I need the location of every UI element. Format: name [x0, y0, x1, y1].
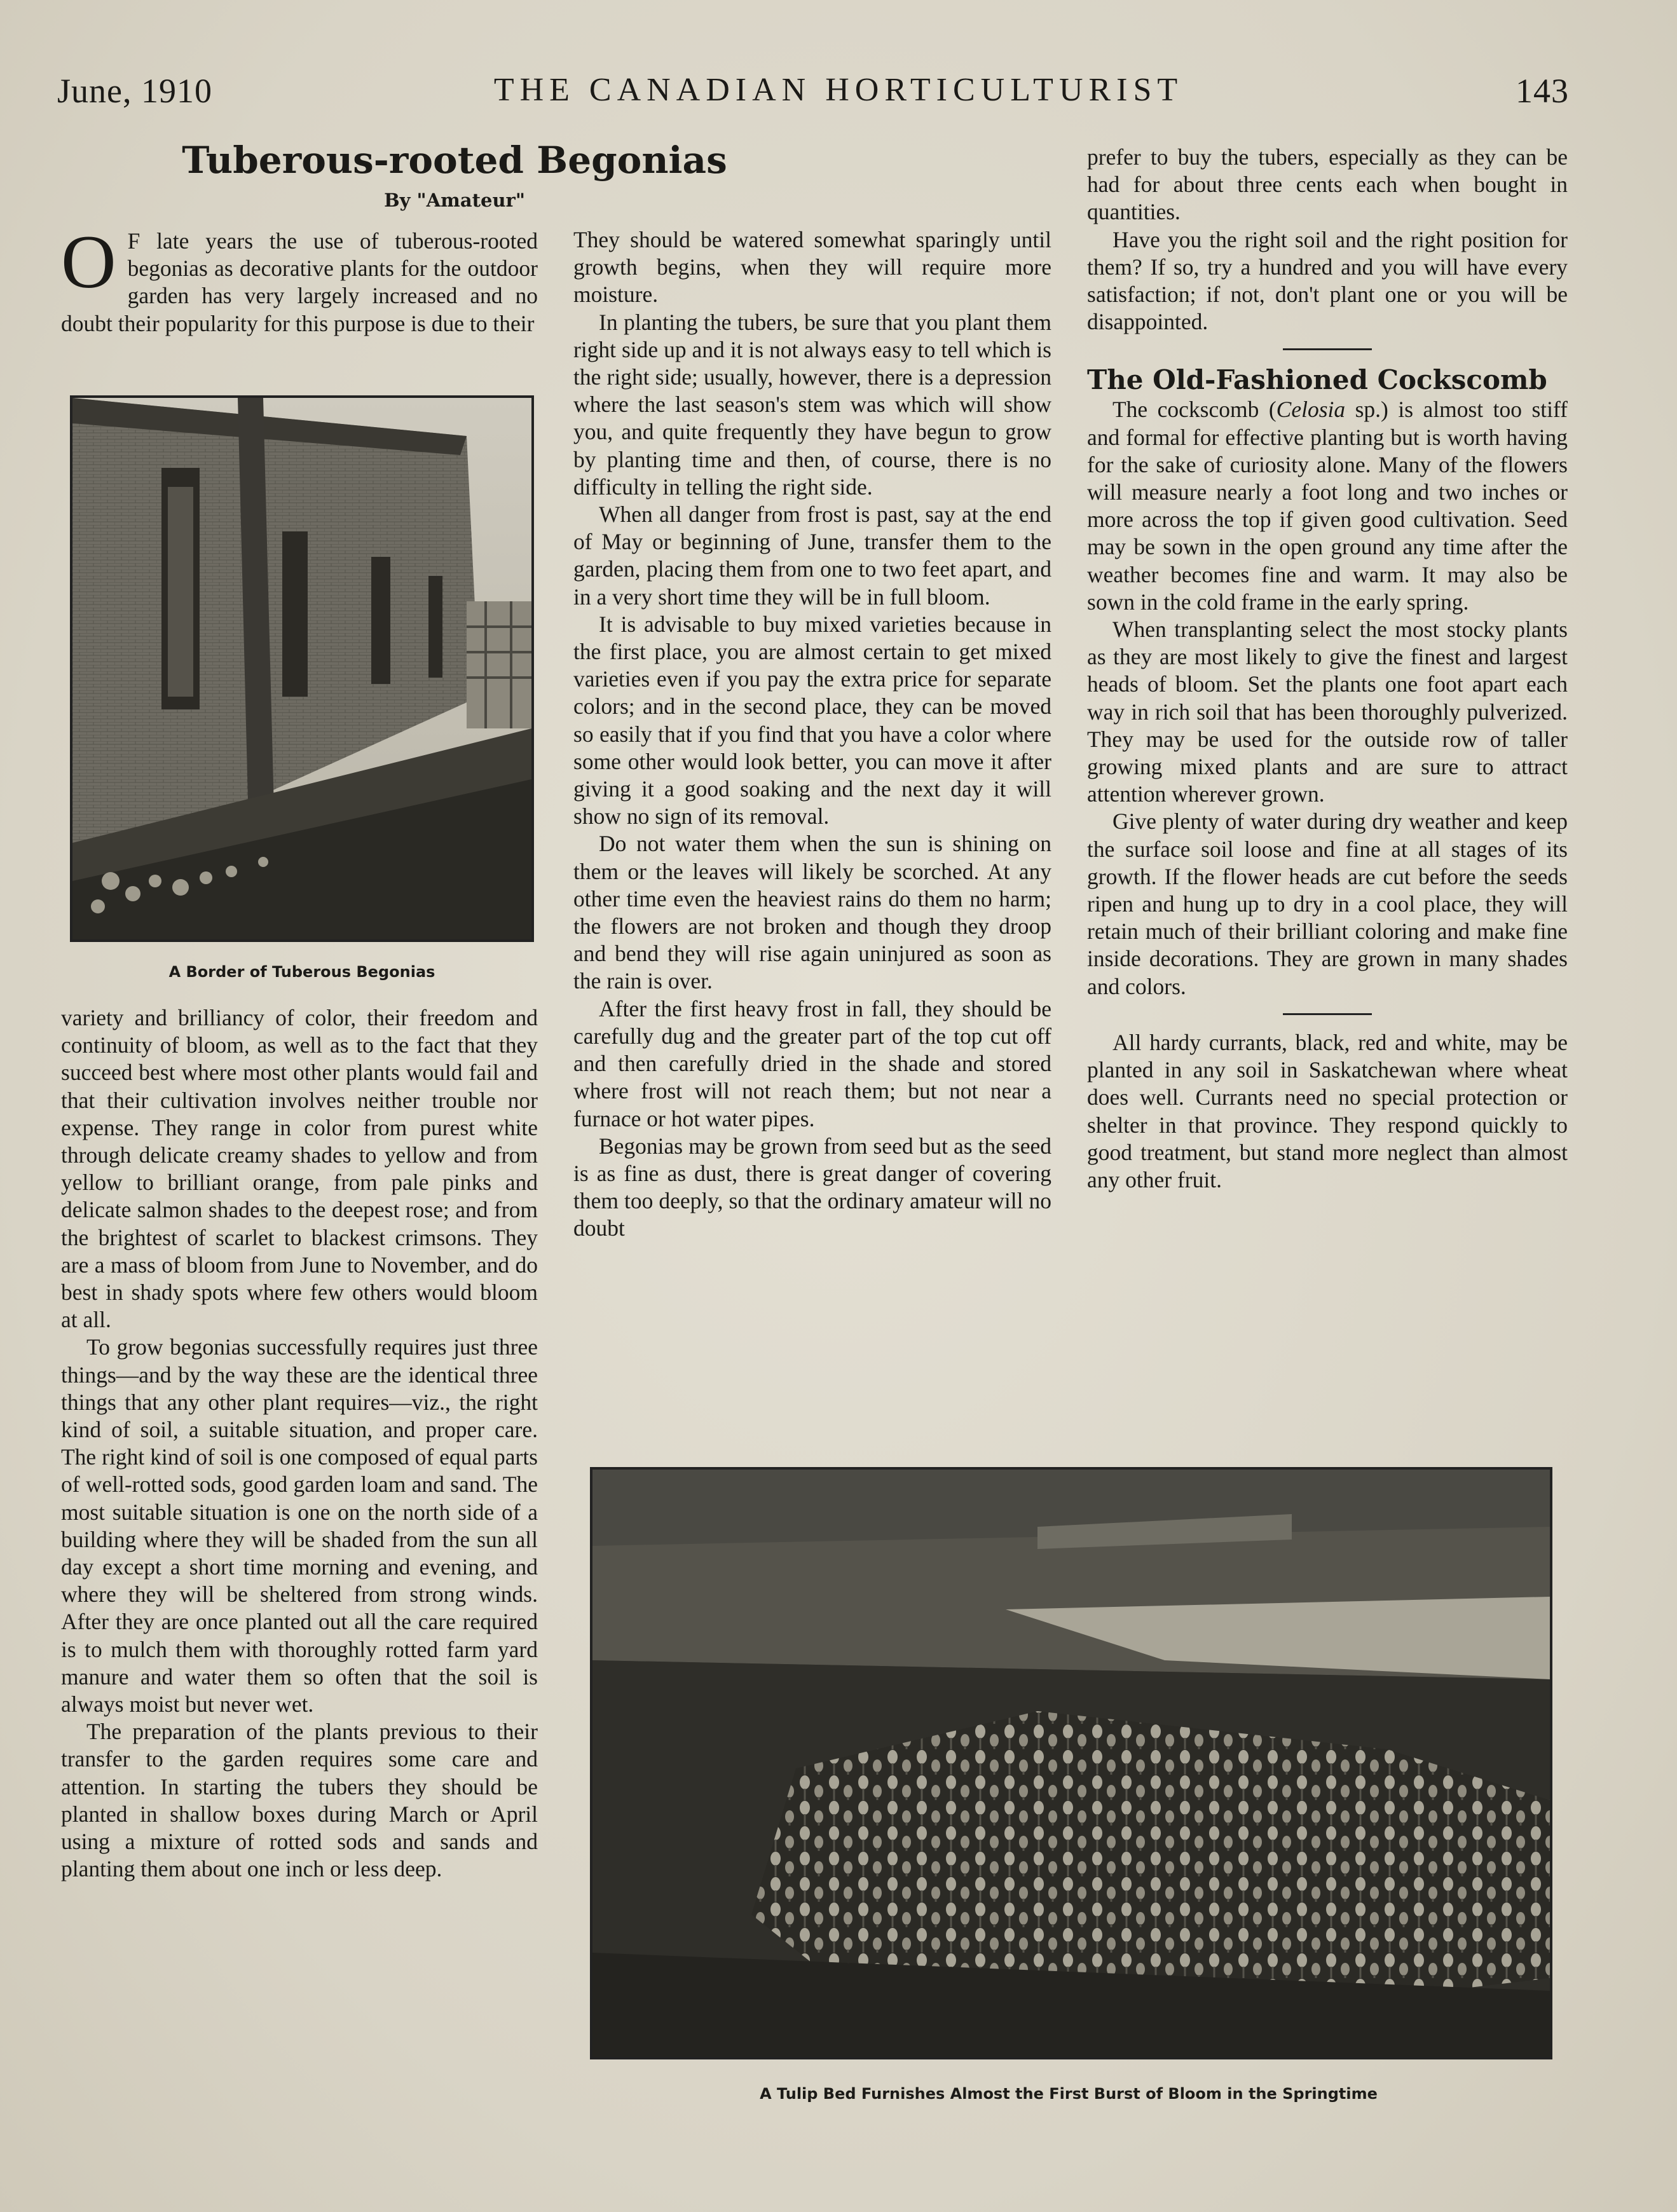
begonia-photo-image: [72, 398, 531, 939]
tulip-photo-caption: A Tulip Bed Furnishes Almost the First Burst of Bloom in the Springtime: [760, 2085, 1378, 2103]
article-byline: By "Amateur": [384, 189, 525, 211]
cockscomb-heading: The Old-Fashioned Cockscomb: [1087, 364, 1547, 396]
col1-paragraph-3: The preparation of the plants previous to their transfer to the garden requires some care and attention. In starting the tubers they should be planted in shallow boxes during March or April using a mixture of rotted sods and sands and planting them about one inch or less deep.: [61, 1719, 538, 1882]
section-divider: [1283, 348, 1372, 350]
col1-paragraph-1: variety and brilliancy of color, their freedom and continuity of bloom, as well as to the fact that they succeed best where most other plants would fail and that their cultivation involves neither trouble nor expense. They range in color from purest white through delicate creamy shades to yellow and from yellow to brilliant orange, from pale pinks and delicate salmon shades to the deepest rose; and from the brightest of scarlet to blackest crimsons. They are a mass of bloom from June to November, and do best in shady spots where few others would bloom at all.: [61, 1005, 538, 1333]
page-number: 143: [1516, 72, 1569, 110]
celosia-italic: Celosia: [1276, 397, 1346, 423]
intro-text: F late years the use of tuberous-rooted begonias as decorative plants for the outdoor garden has very largely increased and no doubt their popularity for this purpose is due to their: [61, 228, 538, 336]
section-divider-2: [1283, 1013, 1372, 1015]
col3-paragraph-1: prefer to buy the tubers, especially as they can be had for about three cents each when bought in quantities.: [1087, 144, 1568, 225]
col3-paragraph-2: Have you the right soil and the right position for them? If so, try a hundred and you will have every satisfaction; if not, don't plant one or you will be disappointed.: [1087, 226, 1568, 335]
col2-paragraph-2: In planting the tubers, be sure that you plant them right side up and it is not always easy to tell which is the right side; usually, however, there is a depression where the last season's stem was which will show you, and quite frequently they have begun to grow by planting time and then, of course, there is no difficulty in telling the right side.: [573, 309, 1051, 500]
drop-cap: O: [61, 219, 116, 304]
tulip-bed-photo: [590, 1467, 1552, 2059]
cockscomb-text-b: sp.) is almost too stiff and formal for effective planting but is worth having for the sake of curiosity alone. Many of the flowers will measure nearly a foot long and two inches or more across the top if given good cultivation. Seed may be sown in the open ground any time after the weather becomes fine and warm. It may also be sown in the cold frame in the early spring.: [1087, 397, 1568, 615]
column-3: [1087, 144, 1568, 1194]
magazine-title: THE CANADIAN HORTICULTURIST: [493, 72, 1184, 108]
col2-paragraph-7: Begonias may be grown from seed but as the seed is as fine as dust, there is great danger of covering them too deeply, so that the ordinary amateur will no doubt: [573, 1133, 1051, 1241]
currants-paragraph: All hardy currants, black, red and white, may be planted in any soil in Saskatchewan where wheat does well. Currants need no special protection or shelter in that province. They respond quickly to good treatment, but stand more neglect than almost any other fruit.: [1087, 1029, 1568, 1192]
cockscomb-text-a: The cockscomb (: [1112, 397, 1277, 423]
column-1-intro: [61, 219, 538, 338]
begonia-photo-caption: A Border of Tuberous Begonias: [168, 963, 435, 981]
cockscomb-paragraph-3: Give plenty of water during dry weather and keep the surface soil loose and fine at all stages of its growth. If the flower heads are cut before the seeds ripen and hung up to dry in a cool place, they will retain much of their brilliant coloring and make fine inside decorations. They are grown in many shades and colors.: [1087, 809, 1568, 999]
col2-paragraph-5: Do not water them when the sun is shining on them or the leaves will likely be scorched. At any other time even the heaviest rains do them no harm; the flowers are not broken and though they droop and bend they will rise again uninjured as soon as the rain is over.: [573, 831, 1051, 994]
begonia-border-photo: [70, 395, 534, 942]
col1-paragraph-2: To grow begonias successfully requires just three things—and by the way these are the identical three things that any other plant requires—viz., the right kind of soil, a suitable situation, and proper care. The right kind of soil is one composed of equal parts of well-rotted sods, good garden loam and sand. The most suitable situation is one on the north side of a building where they will be shaded from the sun all day except a short time morning and evening, and where they will be sheltered from strong winds. After they are once planted out all the care required is to mulch them with thoroughly rotted farm yard manure and water them so often that the soil is always moist but never wet.: [61, 1334, 538, 1717]
article-title: Tuberous-rooted Begonias: [182, 139, 727, 182]
issue-date: June, 1910: [57, 72, 212, 110]
col2-paragraph-4: It is advisable to buy mixed varieties because in the first place, you are almost certain to get mixed varieties even if you pay the extra price for separate colors; and in the second place, they can be moved so easily that if you find that you have a color where some other would look better, you can move it after giving it a good soaking and the next day it will show no sign of its removal.: [573, 611, 1051, 830]
column-2: [573, 226, 1051, 1243]
cockscomb-paragraph-2: When transplanting select the most stocky plants as they are most likely to give the finest and largest heads of bloom. Set the plants one foot apart each way in rich soil that has been thoroughly pulverized. They may be used for the outside row of taller growing mixed plants and are sure to attract attention wherever grown.: [1087, 617, 1568, 807]
col2-paragraph-6: After the first heavy frost in fall, they should be carefully dug and the greater part of the top cut off and then carefully dried in the shade and stored where frost will not reach them; but not near a furnace or hot water pipes.: [573, 995, 1051, 1131]
column-1-body: [61, 1004, 538, 1883]
intro-paragraph: [61, 219, 538, 338]
tulip-photo-image: [592, 1470, 1550, 2057]
col2-paragraph-3: When all danger from frost is past, say at the end of May or beginning of June, transfer them to the garden, placing them from one to two feet apart, and in a very short time they will be in full bloom.: [573, 502, 1051, 610]
cockscomb-paragraph-1: [1087, 396, 1568, 616]
col2-paragraph-1: They should be watered somewhat sparingly until growth begins, when they will require more moisture.: [573, 227, 1051, 308]
